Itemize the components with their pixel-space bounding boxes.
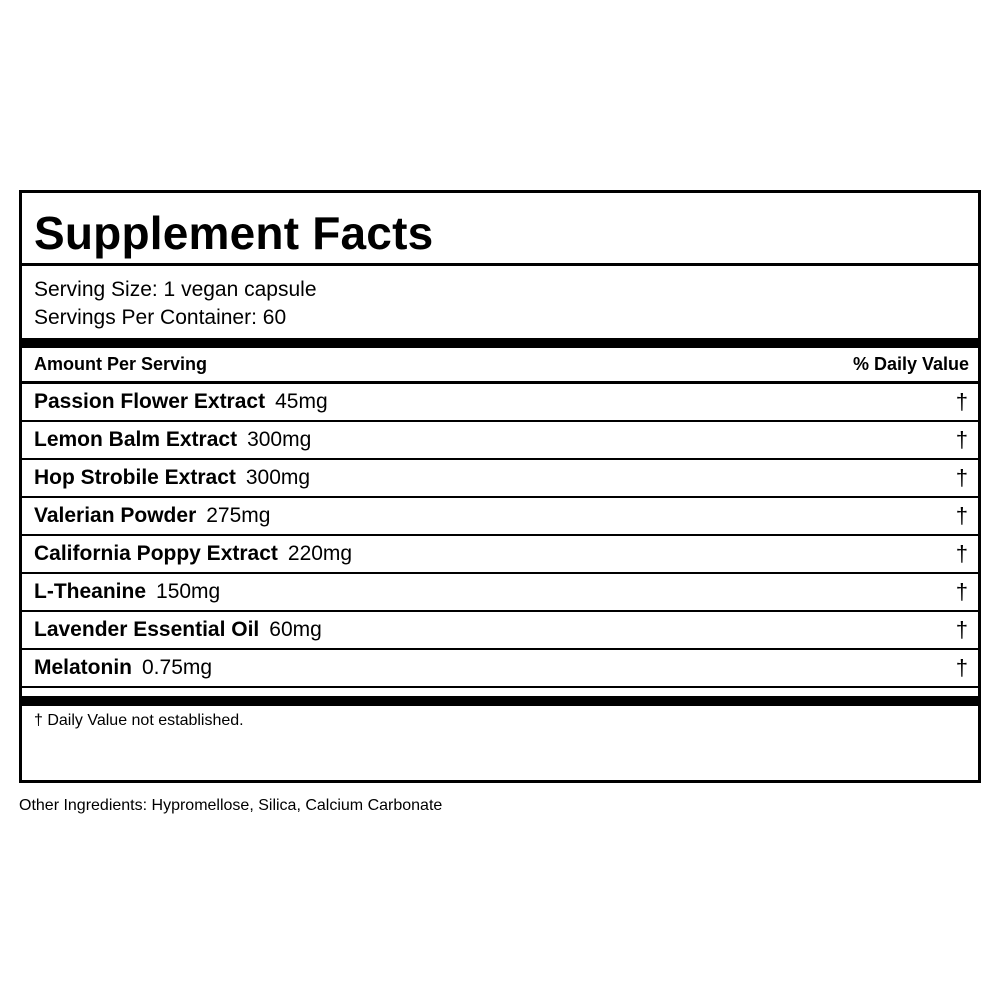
ingredient-name: Passion Flower Extract bbox=[34, 390, 266, 413]
ingredient-amount: 300mg bbox=[247, 428, 312, 451]
daily-value-marker: † bbox=[955, 655, 968, 680]
table-row bbox=[22, 498, 978, 536]
ingredient-amount: 220mg bbox=[287, 542, 353, 565]
daily-value-marker: † bbox=[955, 427, 968, 452]
serving-size: Serving Size: 1 vegan capsule bbox=[34, 278, 317, 301]
daily-value-marker: † bbox=[955, 617, 968, 642]
footnote: † Daily Value not established. bbox=[34, 712, 244, 729]
ingredient-name: Hop Strobile Extract bbox=[34, 466, 236, 489]
table-row bbox=[22, 574, 978, 612]
thick-divider-bottom bbox=[22, 696, 978, 706]
daily-value-header: % Daily Value bbox=[852, 354, 969, 374]
ingredient-name: Lavender Essential Oil bbox=[34, 618, 260, 641]
panel-title: Supplement Facts bbox=[22, 193, 978, 266]
table-row bbox=[22, 650, 978, 688]
ingredient-name: L-Theanine bbox=[34, 580, 147, 603]
table-row bbox=[22, 422, 978, 460]
spacer bbox=[22, 688, 978, 696]
ingredient-name: California Poppy Extract bbox=[34, 542, 278, 565]
daily-value-marker: † bbox=[955, 465, 968, 490]
daily-value-marker: † bbox=[955, 541, 968, 566]
ingredient-name: Lemon Balm Extract bbox=[34, 428, 238, 451]
ingredient-amount: 60mg bbox=[269, 618, 322, 641]
daily-value-marker: † bbox=[955, 503, 968, 528]
table-row bbox=[22, 536, 978, 574]
ingredient-amount: 0.75mg bbox=[142, 656, 213, 679]
ingredient-name: Valerian Powder bbox=[34, 504, 197, 527]
ingredient-amount: 150mg bbox=[156, 580, 221, 603]
serving-info bbox=[22, 266, 978, 338]
other-ingredients: Other Ingredients: Hypromellose, Silica, Calcium Carbonate bbox=[19, 797, 443, 814]
ingredient-amount: 300mg bbox=[245, 466, 311, 489]
amount-per-serving-header: Amount Per Serving bbox=[34, 354, 208, 374]
table-row bbox=[22, 460, 978, 498]
daily-value-marker: † bbox=[955, 579, 968, 604]
servings-per-container: Servings Per Container: 60 bbox=[34, 306, 287, 329]
table-row bbox=[22, 384, 978, 422]
ingredient-name: Melatonin bbox=[34, 656, 132, 679]
table-row bbox=[22, 612, 978, 650]
column-header-row bbox=[22, 348, 978, 384]
thick-divider-top bbox=[22, 338, 978, 348]
daily-value-marker: † bbox=[955, 389, 968, 414]
ingredient-amount: 275mg bbox=[206, 504, 271, 527]
ingredient-amount: 45mg bbox=[275, 390, 328, 413]
supplement-facts-panel bbox=[19, 190, 981, 783]
